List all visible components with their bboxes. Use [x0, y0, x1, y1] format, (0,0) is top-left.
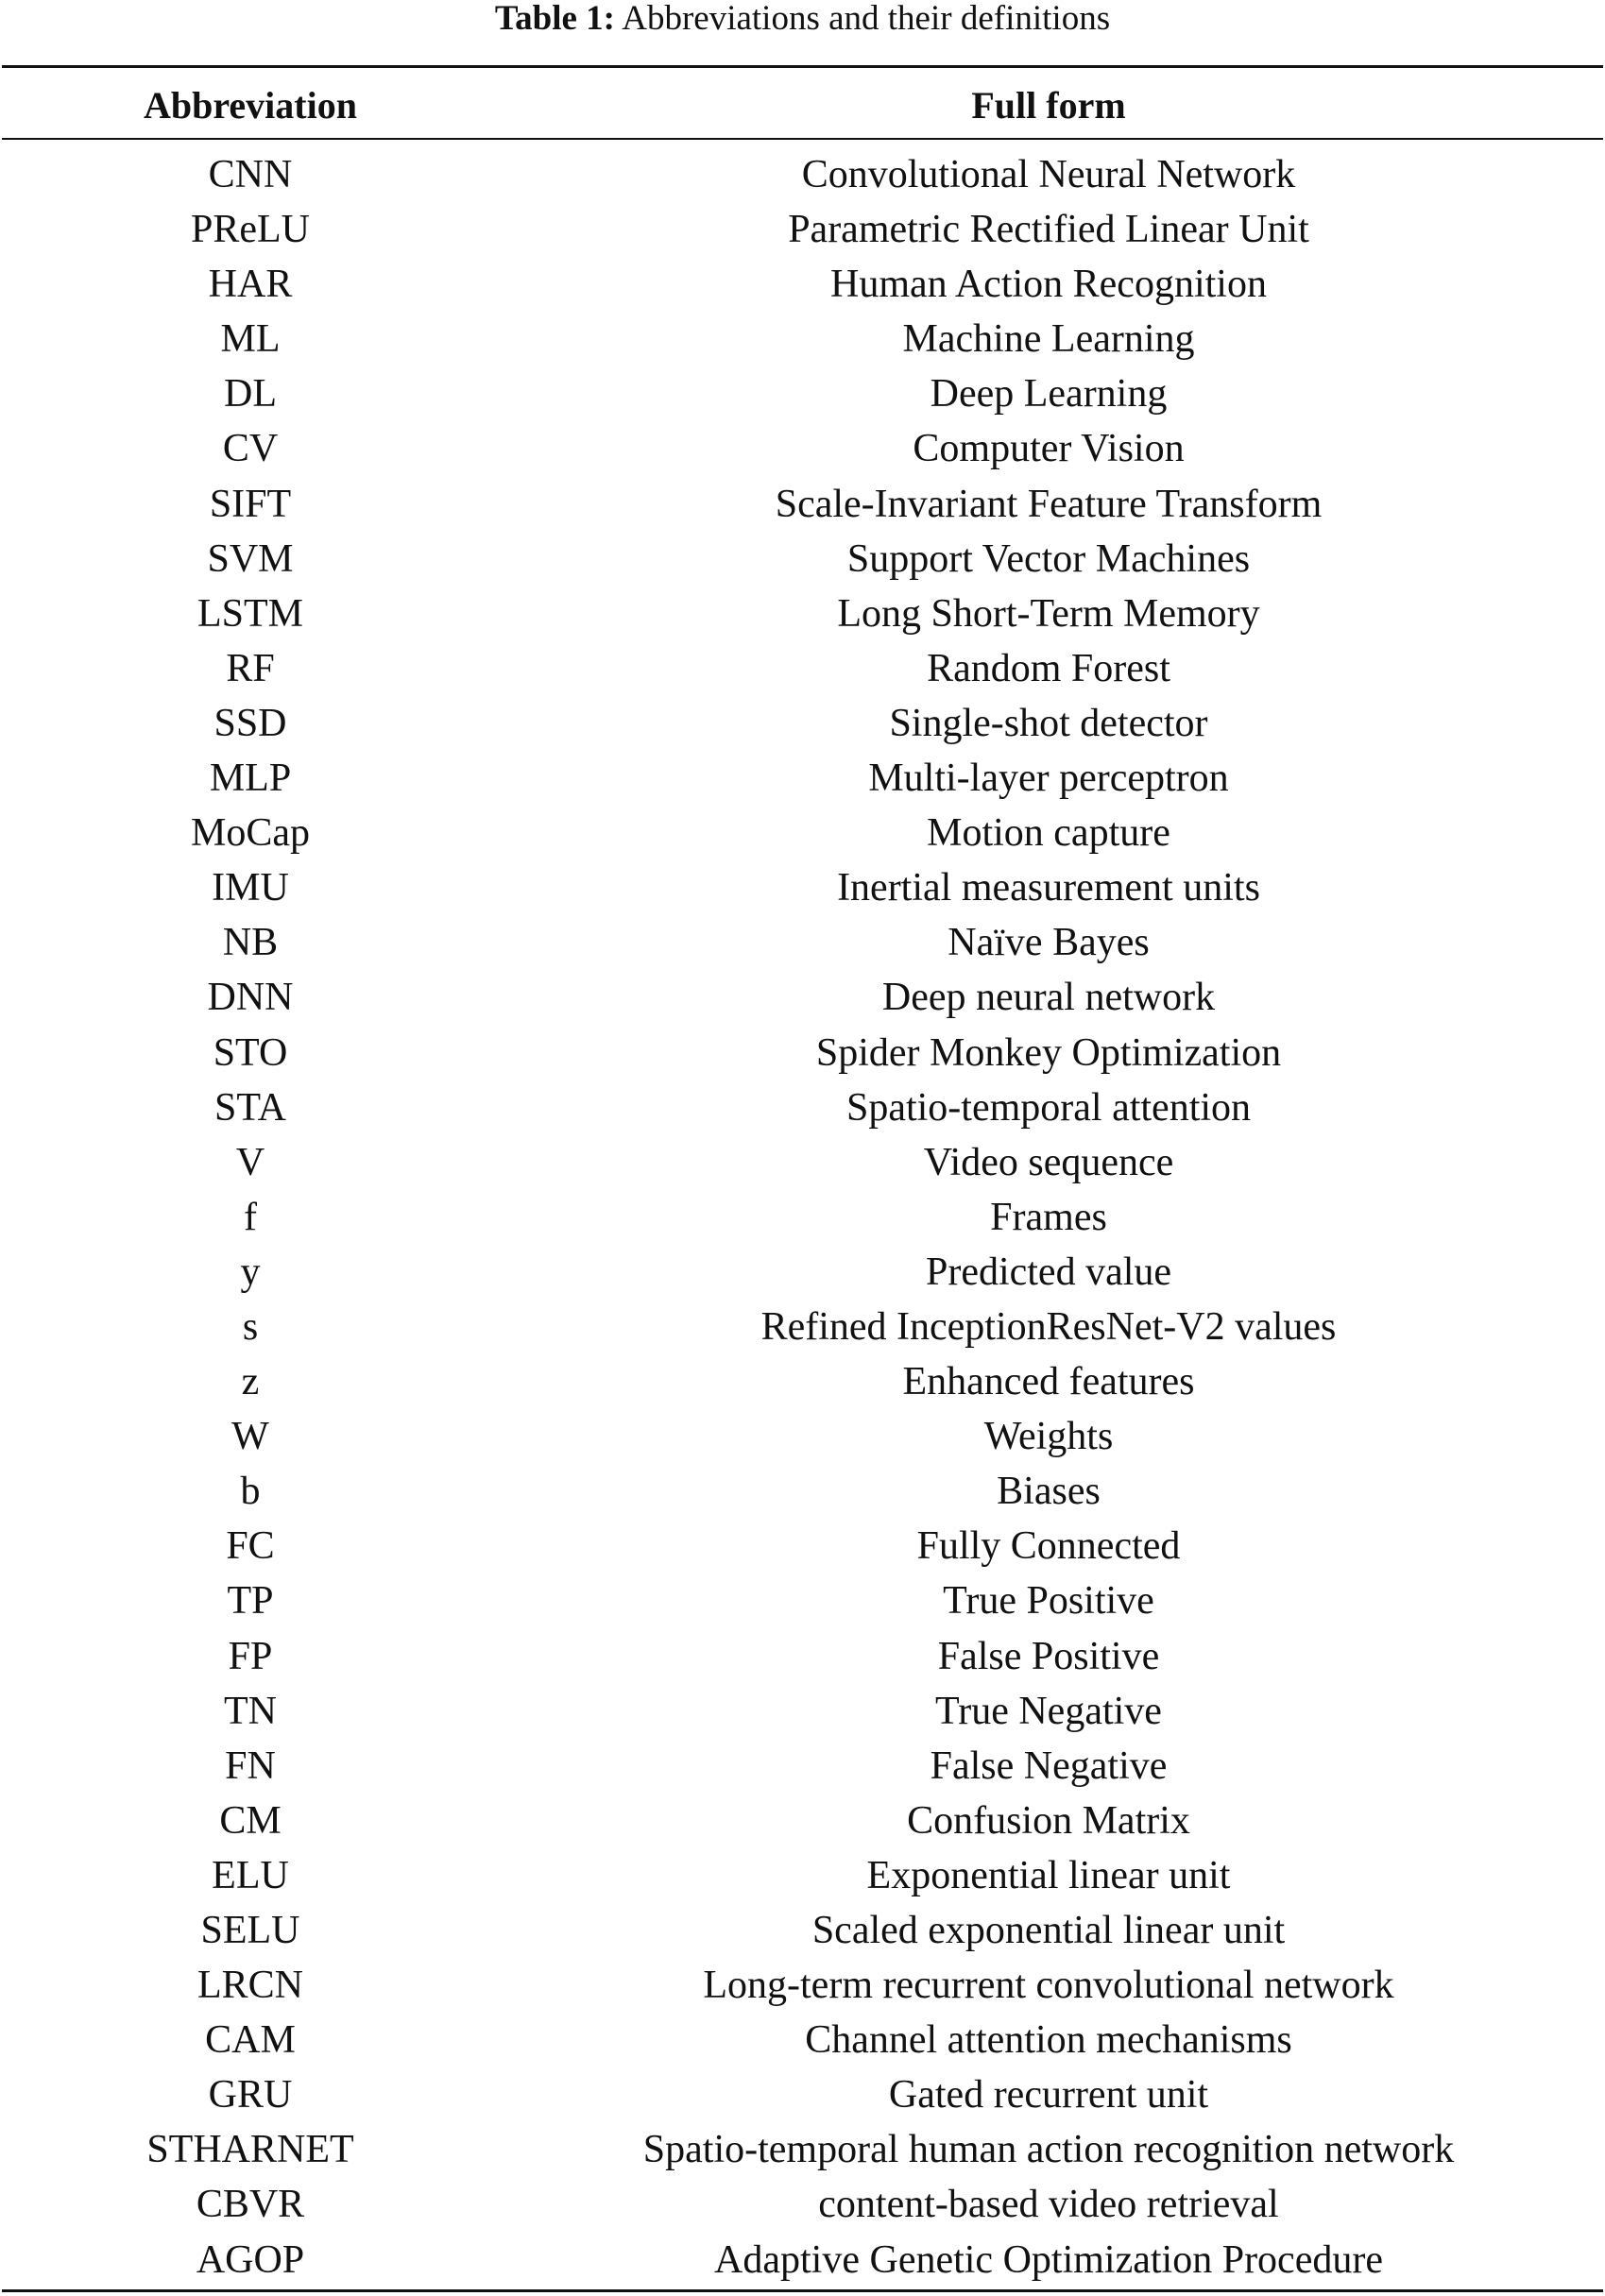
table-row: [0, 2013, 1605, 2067]
cell-full-form: Parametric Rectified Linear Unit: [788, 208, 1309, 252]
cell-full-form: Predicted value: [925, 1250, 1172, 1294]
table-row: [0, 1958, 1605, 2013]
cell-abbreviation: CAM: [205, 2018, 296, 2063]
table-row: [0, 751, 1605, 806]
cell-abbreviation: STA: [214, 1085, 286, 1130]
cell-abbreviation: DL: [224, 372, 277, 417]
table-row: [0, 1080, 1605, 1135]
header-rule: [2, 138, 1603, 140]
cell-full-form: content-based video retrieval: [818, 2183, 1279, 2227]
cell-abbreviation: FP: [228, 1634, 273, 1678]
cell-full-form: False Negative: [930, 1743, 1168, 1788]
table-row: [0, 806, 1605, 860]
cell-abbreviation: CV: [222, 427, 279, 471]
cell-abbreviation: z: [241, 1360, 260, 1404]
table-row: [0, 1684, 1605, 1739]
cell-full-form: Video sequence: [923, 1140, 1174, 1184]
table-row: [0, 1519, 1605, 1573]
cell-full-form: Enhanced features: [902, 1360, 1195, 1404]
cell-full-form: Inertial measurement units: [837, 866, 1260, 910]
cell-full-form: Adaptive Genetic Optimization Procedure: [714, 2237, 1383, 2282]
table-row: [0, 2122, 1605, 2177]
cell-full-form: Long-term recurrent convolutional network: [703, 1964, 1394, 2008]
table-row: [0, 1190, 1605, 1245]
table-row: [0, 1300, 1605, 1354]
table-row: [0, 1573, 1605, 1628]
cell-full-form: Spatio-temporal human action recognition network: [642, 2128, 1455, 2172]
table-row: [0, 1848, 1605, 1903]
table-row: [0, 1739, 1605, 1794]
cell-full-form: True Positive: [943, 1579, 1154, 1624]
cell-full-form: Machine Learning: [902, 317, 1195, 362]
cell-full-form: Support Vector Machines: [846, 536, 1251, 581]
cell-abbreviation: SELU: [200, 1909, 300, 1952]
cell-full-form: Multi-layer perceptron: [868, 757, 1229, 801]
table-caption-label: Table 1:: [494, 0, 616, 38]
cell-full-form: Convolutional Neural Network: [801, 153, 1296, 196]
table-row: [0, 1794, 1605, 1848]
cell-full-form: False Positive: [937, 1634, 1160, 1678]
bottom-rule: [2, 2289, 1603, 2292]
table-row: [0, 1409, 1605, 1464]
table-caption-text: Abbreviations and their definitions: [622, 0, 1111, 38]
cell-abbreviation: V: [235, 1140, 265, 1184]
cell-abbreviation: SIFT: [209, 482, 292, 526]
table-row: [0, 587, 1605, 641]
cell-full-form: Naïve Bayes: [948, 921, 1150, 965]
cell-abbreviation: LRCN: [196, 1964, 303, 2008]
cell-full-form: Biases: [997, 1470, 1101, 1514]
cell-full-form: Scaled exponential linear unit: [811, 1909, 1286, 1952]
cell-abbreviation: TP: [227, 1579, 274, 1624]
table-row: [0, 257, 1605, 312]
cell-abbreviation: f: [244, 1195, 257, 1239]
table-row: [0, 532, 1605, 587]
table-row: [0, 2067, 1605, 2122]
cell-full-form: Scale-Invariant Feature Transform: [775, 482, 1323, 526]
cell-full-form: Fully Connected: [916, 1524, 1181, 1569]
table-row: [0, 202, 1605, 257]
cell-full-form: Spider Monkey Optimization: [815, 1030, 1282, 1075]
cell-full-form: Refined InceptionResNet-V2 values: [760, 1304, 1337, 1349]
cell-full-form: Motion capture: [927, 811, 1170, 856]
cell-abbreviation: SSD: [213, 701, 287, 745]
table-body: [0, 147, 1605, 2287]
cell-abbreviation: PReLU: [191, 208, 310, 252]
cell-full-form: Spatio-temporal attention: [845, 1085, 1252, 1130]
cell-abbreviation: CBVR: [196, 2183, 305, 2227]
cell-abbreviation: LSTM: [196, 591, 303, 636]
cell-full-form: Deep Learning: [930, 372, 1168, 417]
table-row: [0, 312, 1605, 366]
cell-full-form: Deep neural network: [881, 976, 1216, 1020]
table-caption: [0, 0, 1605, 38]
table-row: [0, 696, 1605, 751]
table-row: [0, 477, 1605, 532]
table-row: [0, 147, 1605, 202]
table-row: [0, 2177, 1605, 2232]
cell-full-form: Human Action Recognition: [830, 263, 1267, 307]
cell-full-form: Single-shot detector: [889, 701, 1208, 745]
cell-abbreviation: STHARNET: [146, 2128, 354, 2172]
cell-abbreviation: NB: [222, 921, 279, 965]
cell-abbreviation: ML: [220, 317, 281, 362]
top-rule: [2, 65, 1603, 68]
cell-abbreviation: CM: [219, 1798, 282, 1843]
table-row: [0, 641, 1605, 696]
table-row: [0, 860, 1605, 915]
cell-abbreviation: MoCap: [191, 811, 310, 856]
cell-full-form: Gated recurrent unit: [888, 2073, 1209, 2117]
table-row: [0, 1135, 1605, 1190]
cell-abbreviation: STO: [213, 1030, 288, 1075]
table-row: [0, 1464, 1605, 1519]
cell-abbreviation: b: [240, 1470, 261, 1514]
cell-abbreviation: SVM: [207, 536, 294, 581]
cell-full-form: Channel attention mechanisms: [805, 2018, 1292, 2063]
cell-abbreviation: DNN: [207, 976, 294, 1020]
cell-full-form: Confusion Matrix: [907, 1798, 1190, 1843]
cell-abbreviation: y: [240, 1250, 261, 1294]
cell-abbreviation: IMU: [212, 866, 289, 910]
cell-full-form: True Negative: [935, 1689, 1162, 1733]
cell-abbreviation: TN: [224, 1689, 277, 1733]
cell-abbreviation: s: [242, 1304, 259, 1349]
table-row: [0, 2233, 1605, 2287]
cell-abbreviation: ELU: [212, 1853, 289, 1897]
table-row: [0, 1245, 1605, 1300]
table-header: [0, 79, 1605, 132]
cell-full-form: Frames: [990, 1195, 1107, 1239]
cell-full-form: Weights: [983, 1415, 1114, 1459]
cell-full-form: Exponential linear unit: [866, 1853, 1231, 1897]
cell-full-form: Computer Vision: [913, 427, 1185, 471]
table-row: [0, 1903, 1605, 1958]
cell-full-form: Long Short-Term Memory: [837, 591, 1260, 636]
table-row: [0, 1026, 1605, 1080]
cell-abbreviation: RF: [226, 646, 275, 690]
cell-abbreviation: W: [231, 1415, 269, 1459]
table-row: [0, 915, 1605, 970]
table-row: [0, 1354, 1605, 1409]
table-row: [0, 366, 1605, 421]
cell-abbreviation: HAR: [208, 263, 293, 307]
header-full-form: Full form: [971, 84, 1126, 127]
cell-abbreviation: CNN: [208, 153, 293, 196]
header-abbreviation: Abbreviation: [144, 84, 357, 127]
table-row: [0, 1629, 1605, 1684]
cell-full-form: Random Forest: [927, 646, 1170, 690]
cell-abbreviation: GRU: [208, 2073, 293, 2117]
cell-abbreviation: AGOP: [196, 2237, 305, 2282]
cell-abbreviation: MLP: [209, 757, 292, 801]
table-row: [0, 970, 1605, 1025]
cell-abbreviation: FC: [226, 1524, 275, 1569]
cell-abbreviation: FN: [225, 1743, 276, 1788]
table-row: [0, 421, 1605, 476]
